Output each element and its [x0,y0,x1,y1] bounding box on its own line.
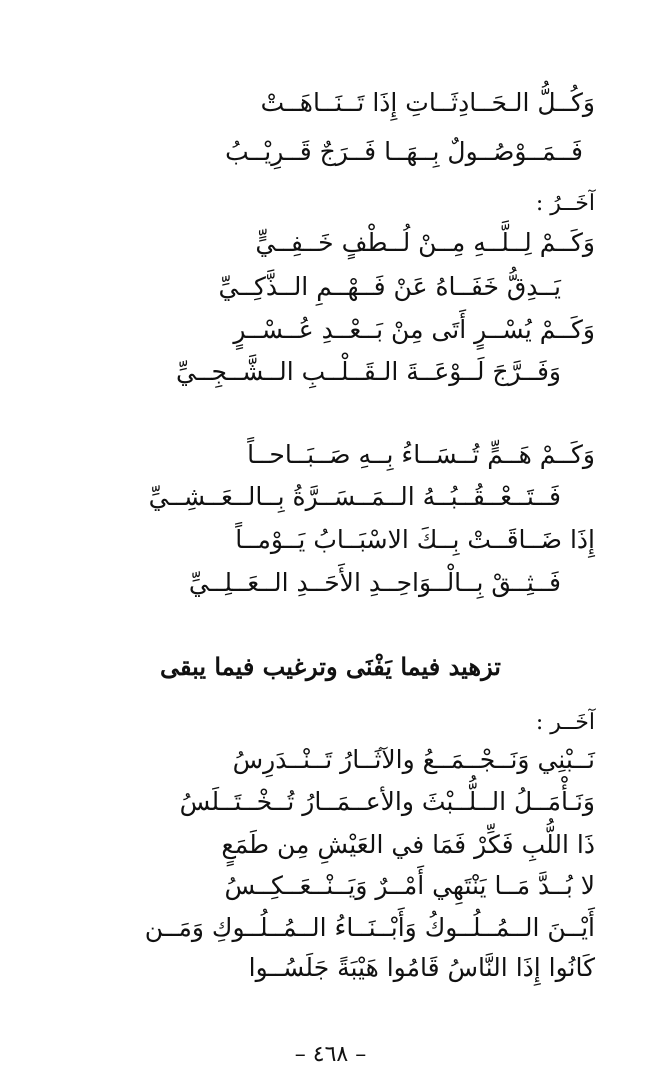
verse-line: فَــثِــقْ بِــالْــوَاحِــدِ الأَحَــدِ الــعَــلِــيِّ [188,568,561,597]
verse-line: يَــدِقُّ خَفَــاهُ عَنْ فَــهْــمِ الــذَّكِــيِّ [218,272,561,301]
verse-line: وَكُــلُّ الـحَــادِثَــاتِ إِذَا تَــنَــاهَــتْ [260,88,595,117]
verse-line: ذَا اللُّبِ فَكِّرْ فَمَا في العَيْشِ مِن طَمَعٍ [221,830,595,859]
verse-line: نَــبْنِي وَنَــجْــمَــعُ والآثَــارُ تَــنْــدَرِسُ [232,745,595,774]
verse-line: فَــتَــعْــقُــبُــهُ الــمَــسَــرَّةُ بِــالــعَــشِــيِّ [148,482,561,511]
verse-line: لا بُــدَّ مَــا يَنْتَهِي أَمْــرٌ وَيَــنْــعَــكِــسُ [224,871,595,900]
verse-line: فَــمَــوْصُــولٌ بِــهَــا فَــرَجٌ قَــرِيْــبُ [225,137,583,166]
page-number: – ٤٦٨ – [294,1042,367,1067]
poet-label: آخَــر : [535,710,595,735]
verse-line: وَكَــمْ يُسْــرٍ أَتَى مِنْ بَــعْــدِ عُــسْــرٍ [233,315,595,344]
section-heading: تزهيد فيما يَفْنَى وترغيب فيما يبقى [159,652,501,681]
verse-line: وَكَــمْ هَــمٍّ تُــسَــاءُ بِــهِ صَــبَــاحــاً [247,440,595,469]
poet-label: آخَــرُ : [535,191,595,216]
verse-line: كَانُوا إِذَا النَّاسُ قَامُوا هَيْبَةً جَلَسُــوا [248,953,595,982]
verse-line: أَيْــنَ الــمُــلُــوكُ وَأَبْــنَــاءُ الــمُــلُــوكِ وَمَــن [144,913,595,942]
verse-line: وَكَــمْ لِــلَّــهِ مِــنْ لُــطْفٍ خَــفِــيٍّ [255,228,595,257]
verse-line: وَنَـأْمَــلُ الــلُّــبْثَ والأعــمَــارُ تُــخْــتَــلَسُ [179,787,595,816]
verse-line: وَفَــرَّجَ لَــوْعَــةَ الـقَــلْــبِ الــشَّــجِــيِّ [175,357,561,386]
verse-line: إِذَا ضَــاقَــتْ بِــكَ الاسْبَــابُ يَــوْمــاً [235,525,595,554]
